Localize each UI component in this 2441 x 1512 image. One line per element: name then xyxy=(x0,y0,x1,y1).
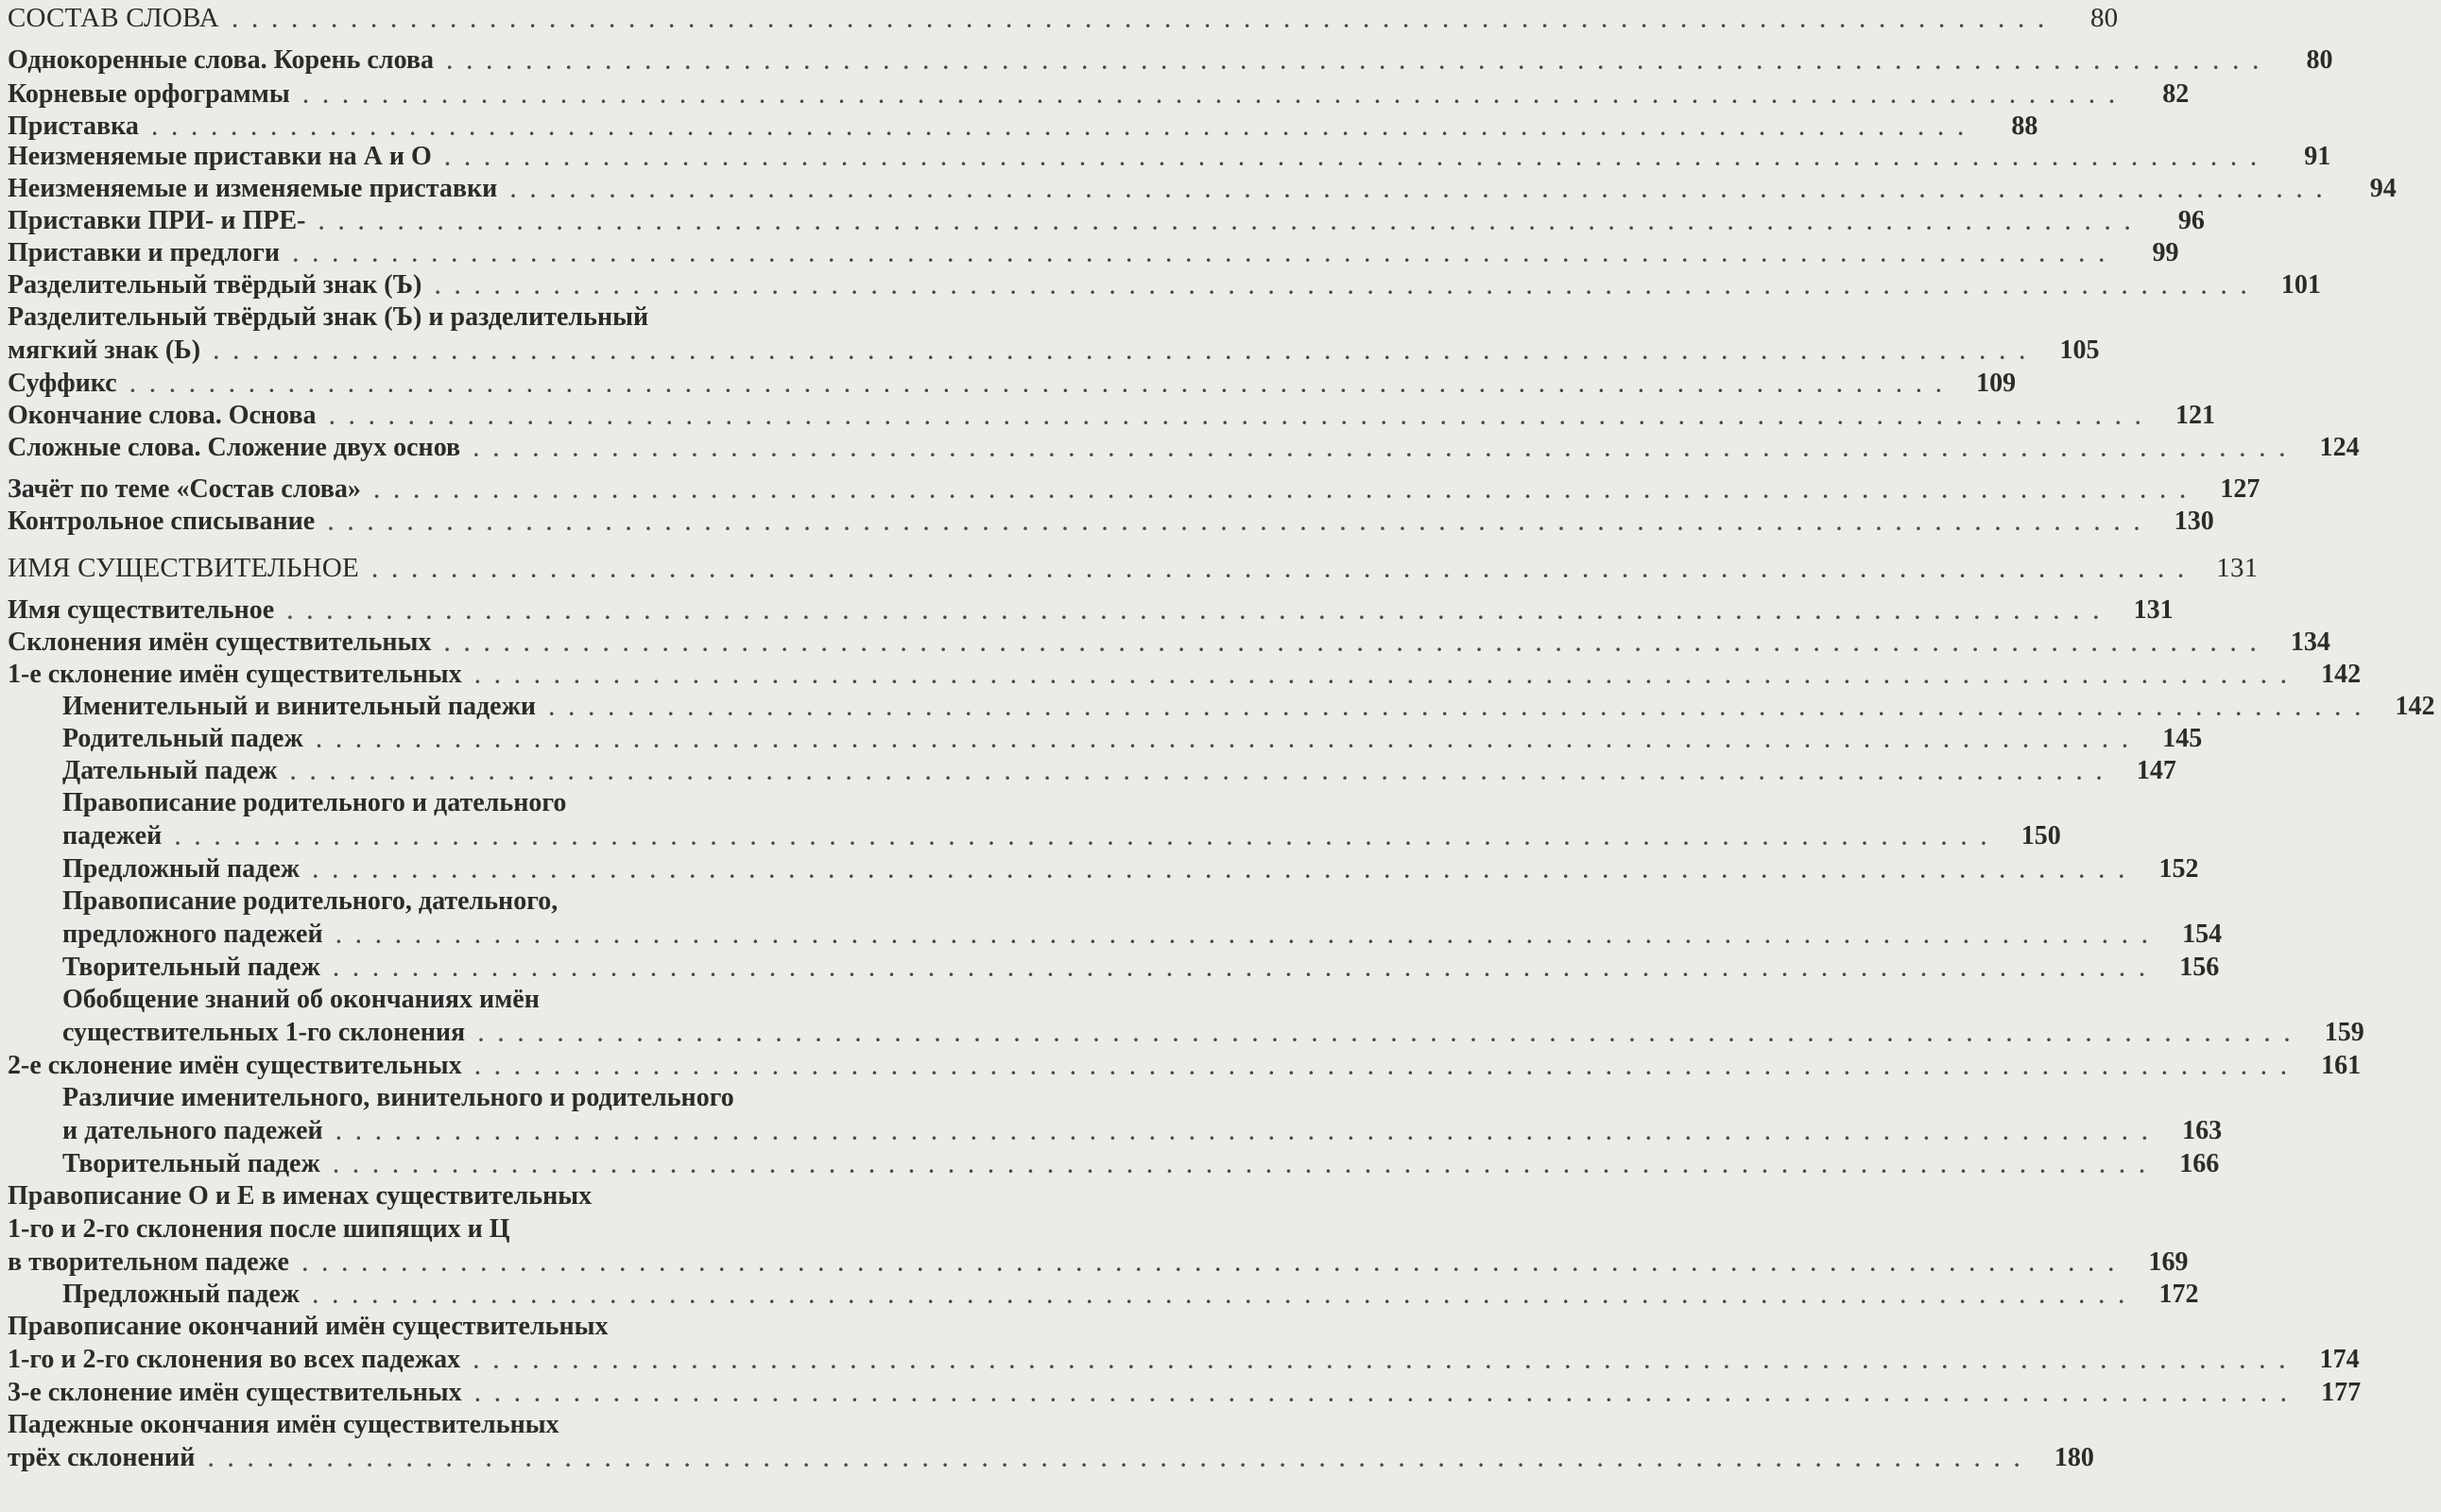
toc-entry-title: Различие именительного, винительного и родительного xyxy=(62,1083,734,1112)
toc-entry-line xyxy=(8,204,2205,237)
dot-leader: . . . . . . . . . . . . . . . . . . . . . . . . . . . . . . . . . . . . . . . . . . . . . . . . . . . . . . . . . . . . . . . . . . . . . . . . . . . . . . . . . . . . . . . . . . . . xyxy=(313,859,2129,883)
toc-page-number: 94 xyxy=(2369,174,2397,203)
toc-entry-title: Предложный падеж xyxy=(62,1280,301,1309)
toc-entry-title: Приставки ПРИ- и ПРЕ- xyxy=(8,206,306,235)
toc-entry-line xyxy=(62,885,937,918)
toc-entry-line xyxy=(62,1278,2199,1311)
toc-page-number: 161 xyxy=(2321,1051,2362,1080)
toc-entry-title: Суффикс xyxy=(8,369,117,398)
toc-entry-line xyxy=(8,334,2100,367)
toc-entry-line xyxy=(8,236,2179,269)
toc-entry-line xyxy=(8,1049,2362,1082)
dot-leader: . . . . . . . . . . . . . . . . . . . . . . . . . . . . . . . . . . . . . . . . . . . . . . . . . . . . . . . . . . . . . . . . . . . . . . . . . . . . . . . . . . . . . . . . . . . . xyxy=(335,924,2153,948)
dot-leader: . . . . . . . . . . . . . . . . . . . . . . . . . . . . . . . . . . . . . . . . . . . . . . . . . . . . . . . . . . . . . . . . . . . . . . . . . . . . . . . . . . . . . . . . . . . . xyxy=(329,405,2145,429)
toc-page-number: 180 xyxy=(2054,1443,2094,1472)
dot-leader: . . . . . . . . . . . . . . . . . . . . . . . . . . . . . . . . . . . . . . . . . . . . . . . . . . . . . . . . . . . . . . . . . . . . . . . . . . . . . . . . . . . . . . . . . . . . xyxy=(447,50,2263,74)
toc-entry-title: в творительном падеже xyxy=(8,1247,289,1277)
toc-page-number: 152 xyxy=(2158,854,2199,884)
dot-leader: . . . . . . . . . . . . . . . . . . . . . . . . . . . . . . . . . . . . . . . . . . . . . . . . . . . . . . . . . . . . . . . . . . . . . . . . . . . . . . . . . . . . . . . . . . . . xyxy=(335,1121,2153,1144)
toc-entry-line xyxy=(62,852,2199,885)
toc-entry-line xyxy=(8,140,2331,173)
toc-page-number: 159 xyxy=(2324,1018,2364,1047)
toc-entry-title: Однокоренные слова. Корень слова xyxy=(8,45,434,75)
toc-page-number: 105 xyxy=(2059,335,2100,365)
toc-page-number: 127 xyxy=(2220,474,2261,504)
toc-entry-title: Окончание слова. Основа xyxy=(8,401,317,430)
toc-entry-title: падежей xyxy=(62,821,163,850)
toc-page-number: 99 xyxy=(2152,238,2179,267)
toc-entry-title: 1-го и 2-го склонения во всех падежах xyxy=(8,1345,461,1374)
dot-leader: . . . . . . . . . . . . . . . . . . . . . . . . . . . . . . . . . . . . . . . . . . . . . . . . . . . . . . . . . . . . . . . . . . . . . . . . . . . . . . . . . . . . . . . . . . . . xyxy=(549,696,2365,720)
toc-page-number: 101 xyxy=(2280,270,2321,300)
toc-entry-line xyxy=(62,754,2176,787)
toc-entry-title: Разделительный твёрдый знак (Ъ) и разделительный xyxy=(8,302,649,332)
toc-page-number: 172 xyxy=(2158,1280,2199,1309)
toc-entry-title: Корневые орфограммы xyxy=(8,79,290,109)
toc-entry-line xyxy=(62,1016,2364,1049)
dot-leader: . . . . . . . . . . . . . . . . . . . . . . . . . . . . . . . . . . . . . . . . . . . . . . . . . . . . . . . . . . . . . . . . . . . . . . . . . . . . . . . . . . . . . . . . . . . . xyxy=(474,1383,2292,1406)
toc-entry-title: Склонения имён существительных xyxy=(8,627,432,657)
dot-leader: . . . . . . . . . . . . . . . . . . . . . . . . . . . . . . . . . . . . . . . . . . . . . . . . . . . . . . . . . . . . . . . . . . . . . . . . . . . . . . . . . . . . . . . . . . . . xyxy=(328,511,2144,535)
toc-entry-title: ИМЯ СУЩЕСТВИТЕЛЬНОЕ xyxy=(8,553,359,583)
toc-entry-line xyxy=(8,593,2174,627)
toc-entry-line xyxy=(8,399,2215,432)
toc-entry-title: трёх склонений xyxy=(8,1443,196,1472)
dot-leader: . . . . . . . . . . . . . . . . . . . . . . . . . . . . . . . . . . . . . . . . . . . . . . . . . . . . . . . . . . . . . . . . . . . . . . . . . . . . . . . . . . . . . . . . . . . . xyxy=(473,438,2290,461)
toc-entry-line xyxy=(8,43,2333,77)
toc-entry-title: Правописание родительного и дательного xyxy=(62,788,567,817)
toc-entry-title: Родительный падеж xyxy=(62,724,303,753)
toc-entry-title: Разделительный твёрдый знак (Ъ) xyxy=(8,270,422,300)
toc-entry-line xyxy=(8,658,2362,691)
toc-entry-title: Приставка xyxy=(8,112,139,141)
toc-entry-title: Неизменяемые приставки на А и О xyxy=(8,142,432,171)
toc-entry-line xyxy=(8,2,2119,35)
dot-leader: . . . . . . . . . . . . . . . . . . . . . . . . . . . . . . . . . . . . . . . . . . . . . . . . . . . . . . . . . . . . . . . . . . . . . . . . . . . . . . . . . . . . . . . . . . . . xyxy=(435,275,2251,299)
toc-page-number: 109 xyxy=(1976,369,2017,398)
toc-entry-line xyxy=(62,1147,2220,1180)
dot-leader: . . . . . . . . . . . . . . . . . . . . . . . . . . . . . . . . . . . . . . . . . . . . . . . . . . . . . . . . . . . . . . . . . . . . . . . . . . . . . . . . . . . . . . . . . . . . xyxy=(474,1056,2292,1079)
toc-page-number: 169 xyxy=(2148,1247,2189,1277)
toc-entry-title: Творительный падеж xyxy=(62,1149,320,1178)
toc-entry-title: и дательного падежей xyxy=(62,1116,323,1145)
dot-leader: . . . . . . . . . . . . . . . . . . . . . . . . . . . . . . . . . . . . . . . . . . . . . . . . . . . . . . . . . . . . . . . . . . . . . . . . . . . . . . . . . . . . . . . . . . . . xyxy=(232,9,2049,32)
toc-entry-line xyxy=(8,110,2038,143)
toc-entry-line xyxy=(8,1408,937,1441)
dot-leader: . . . . . . . . . . . . . . . . . . . . . . . . . . . . . . . . . . . . . . . . . . . . . . . . . . . . . . . . . . . . . . . . . . . . . . . . . . . . . . . . . . . . . . . . . . . . xyxy=(313,1284,2129,1308)
toc-page-number: 130 xyxy=(2174,507,2214,536)
toc-page-number: 131 xyxy=(2133,595,2174,625)
toc-entry-title: Имя существительное xyxy=(8,595,275,625)
toc-entry-title: 2-е склонение имён существительных xyxy=(8,1051,462,1080)
dot-leader: . . . . . . . . . . . . . . . . . . . . . . . . . . . . . . . . . . . . . . . . . . . . . . . . . . . . . . . . . . . . . . . . . . . . . . . . . . . . . . . . . . . . . . . . . . . . xyxy=(301,1252,2119,1276)
dot-leader: . . . . . . . . . . . . . . . . . . . . . . . . . . . . . . . . . . . . . . . . . . . . . . . . . . . . . . . . . . . . . . . . . . . . . . . . . . . . . . . . . . . . . . . . . . . . xyxy=(373,479,2191,503)
toc-entry-line xyxy=(8,505,2214,538)
dot-leader: . . . . . . . . . . . . . . . . . . . . . . . . . . . . . . . . . . . . . . . . . . . . . . . . . . . . . . . . . . . . . . . . . . . . . . . . . . . . . . . . . . . . . . . . . . . . xyxy=(175,826,1991,850)
toc-page-number: 166 xyxy=(2179,1149,2220,1178)
toc-entry-line xyxy=(62,690,2435,723)
toc-entry-line xyxy=(8,472,2261,506)
dot-leader: . . . . . . . . . . . . . . . . . . . . . . . . . . . . . . . . . . . . . . . . . . . . . . . . . . . . . . . . . . . . . . . . . . . . . . . . . . . . . . . . . . . . . . . . . . . . xyxy=(473,1349,2290,1373)
toc-entry-title: Сложные слова. Сложение двух основ xyxy=(8,433,461,462)
dot-leader: . . . . . . . . . . . . . . . . . . . . . . . . . . . . . . . . . . . . . . . . . . . . . . . . . . . . . . . . . . . . . . . . . . . . . . . . . . . . . . . . . . . . . . . . . . . . xyxy=(214,340,2030,364)
toc-entry-line xyxy=(8,268,2321,301)
toc-entry-line xyxy=(8,1441,2094,1474)
toc-entry-line xyxy=(8,367,2017,400)
dot-leader: . . . . . . . . . . . . . . . . . . . . . . . . . . . . . . . . . . . . . . . . . . . . . . . . . . . . . . . . . . . . . . . . . . . . . . . . . . . . . . . . . . . . . . . . . . . . xyxy=(444,146,2261,170)
toc-page-number: 147 xyxy=(2136,756,2176,785)
toc-entry-title: СОСТАВ СЛОВА xyxy=(8,3,219,33)
toc-page-number: 80 xyxy=(2306,45,2333,75)
toc-entry-line xyxy=(8,1179,937,1212)
toc-entry-title: 1-го и 2-го склонения после шипящих и Ц xyxy=(8,1214,510,1244)
dot-leader: . . . . . . . . . . . . . . . . . . . . . . . . . . . . . . . . . . . . . . . . . . . . . . . . . . . . . . . . . . . . . . . . . . . . . . . . . . . . . . . . . . . . . . . . . . . . xyxy=(318,211,2135,234)
toc-entry-line xyxy=(8,1212,937,1246)
toc-page-number: 150 xyxy=(2020,821,2061,850)
toc-entry-line xyxy=(62,1114,2223,1147)
toc-page-number: 121 xyxy=(2175,401,2215,430)
toc-page-number: 124 xyxy=(2319,433,2360,462)
dot-leader: . . . . . . . . . . . . . . . . . . . . . . . . . . . . . . . . . . . . . . . . . . . . . . . . . . . . . . . . . . . . . . . . . . . . . . . . . . . . . . . . . . . . . . . . . . . . xyxy=(333,957,2150,981)
dot-leader: . . . . . . . . . . . . . . . . . . . . . . . . . . . . . . . . . . . . . . . . . . . . . . . . . . . . . . . . . . . . . . . . . . . . . . . . . . . . . . . . . . . . . . . . . . . . xyxy=(333,1154,2150,1177)
toc-entry-title: Зачёт по теме «Состав слова» xyxy=(8,474,361,504)
toc-entry-title: Правописание окончаний имён существительных xyxy=(8,1312,609,1341)
toc-page-number: 91 xyxy=(2304,142,2331,171)
toc-entry-title: 1-е склонение имён существительных xyxy=(8,660,462,689)
dot-leader: . . . . . . . . . . . . . . . . . . . . . . . . . . . . . . . . . . . . . . . . . . . . . . . . . . . . . . . . . . . . . . . . . . . . . . . . . . . . . . . . . . . . . . . . . . . . xyxy=(293,243,2109,266)
toc-page-number: 88 xyxy=(2011,112,2038,141)
toc-page-number: 154 xyxy=(2182,919,2223,949)
toc-entry-line xyxy=(8,552,2259,585)
toc-entry-title: Падежные окончания имён существительных xyxy=(8,1410,559,1439)
toc-entry-title: мягкий знак (Ь) xyxy=(8,335,201,365)
toc-page-number: 156 xyxy=(2179,953,2220,982)
toc-entry-line xyxy=(8,301,937,334)
toc-entry-line xyxy=(62,786,937,819)
toc-page-number: 145 xyxy=(2162,724,2203,753)
toc-entry-title: 3-е склонение имён существительных xyxy=(8,1378,462,1407)
toc-entry-line xyxy=(62,983,937,1016)
toc-entry-title: Приставки и предлоги xyxy=(8,238,281,267)
dot-leader: . . . . . . . . . . . . . . . . . . . . . . . . . . . . . . . . . . . . . . . . . . . . . . . . . . . . . . . . . . . . . . . . . . . . . . . . . . . . . . . . . . . . . . . . . . . . xyxy=(316,729,2133,752)
toc-entry-title: предложного падежей xyxy=(62,919,323,949)
toc-entry-title: Предложный падеж xyxy=(62,854,301,884)
toc-entry-line xyxy=(8,431,2360,464)
dot-leader: . . . . . . . . . . . . . . . . . . . . . . . . . . . . . . . . . . . . . . . . . . . . . . . . . . . . . . . . . . . . . . . . . . . . . . . . . . . . . . . . . . . . . . . . . . . . xyxy=(208,1448,2024,1471)
toc-entry-title: существительных 1-го склонения xyxy=(62,1018,466,1047)
toc-entry-line xyxy=(8,77,2190,111)
toc-entry-line xyxy=(62,918,2223,951)
toc-entry-line xyxy=(8,172,2397,205)
dot-leader: . . . . . . . . . . . . . . . . . . . . . . . . . . . . . . . . . . . . . . . . . . . . . . . . . . . . . . . . . . . . . . . . . . . . . . . . . . . . . . . . . . . . . . . . . . . . xyxy=(302,84,2120,108)
toc-entry-title: Дательный падеж xyxy=(62,756,278,785)
dot-leader: . . . . . . . . . . . . . . . . . . . . . . . . . . . . . . . . . . . . . . . . . . . . . . . . . . . . . . . . . . . . . . . . . . . . . . . . . . . . . . . . . . . . . . . . . . . . xyxy=(478,1022,2295,1046)
toc-page-number: 96 xyxy=(2177,206,2205,235)
toc-entry-line xyxy=(8,1310,937,1343)
toc-entry-title: Обобщение знаний об окончаниях имён xyxy=(62,985,540,1014)
toc-page-number: 163 xyxy=(2182,1116,2223,1145)
toc-entry-title: Контрольное списывание xyxy=(8,507,316,536)
toc-entry-line xyxy=(62,1081,937,1114)
dot-leader: . . . . . . . . . . . . . . . . . . . . . . . . . . . . . . . . . . . . . . . . . . . . . . . . . . . . . . . . . . . . . . . . . . . . . . . . . . . . . . . . . . . . . . . . . . . . xyxy=(151,116,1968,140)
toc-entry-line xyxy=(62,722,2203,755)
dot-leader: . . . . . . . . . . . . . . . . . . . . . . . . . . . . . . . . . . . . . . . . . . . . . . . . . . . . . . . . . . . . . . . . . . . . . . . . . . . . . . . . . . . . . . . . . . . . xyxy=(444,632,2261,656)
dot-leader: . . . . . . . . . . . . . . . . . . . . . . . . . . . . . . . . . . . . . . . . . . . . . . . . . . . . . . . . . . . . . . . . . . . . . . . . . . . . . . . . . . . . . . . . . . . . xyxy=(290,761,2106,784)
toc-page-number: 174 xyxy=(2319,1345,2360,1374)
dot-leader: . . . . . . . . . . . . . . . . . . . . . . . . . . . . . . . . . . . . . . . . . . . . . . . . . . . . . . . . . . . . . . . . . . . . . . . . . . . . . . . . . . . . . . . . . . . . xyxy=(287,600,2104,624)
toc-page-number: 177 xyxy=(2321,1378,2362,1407)
toc-entry-title: Неизменяемые и изменяемые приставки xyxy=(8,174,498,203)
toc-entry-title: Правописание родительного, дательного, xyxy=(62,886,559,916)
toc-entry-line xyxy=(62,819,2061,852)
toc-page-number: 82 xyxy=(2162,79,2190,109)
toc-page-number: 142 xyxy=(2395,692,2435,721)
toc-entry-line xyxy=(8,1376,2362,1409)
toc-entry-title: Именительный и винительный падежи xyxy=(62,692,537,721)
dot-leader: . . . . . . . . . . . . . . . . . . . . . . . . . . . . . . . . . . . . . . . . . . . . . . . . . . . . . . . . . . . . . . . . . . . . . . . . . . . . . . . . . . . . . . . . . . . . xyxy=(371,558,2189,582)
dot-leader: . . . . . . . . . . . . . . . . . . . . . . . . . . . . . . . . . . . . . . . . . . . . . . . . . . . . . . . . . . . . . . . . . . . . . . . . . . . . . . . . . . . . . . . . . . . . xyxy=(474,664,2292,688)
toc-page-number: 131 xyxy=(2216,553,2259,583)
toc-page-number: 134 xyxy=(2290,627,2330,657)
dot-leader: . . . . . . . . . . . . . . . . . . . . . . . . . . . . . . . . . . . . . . . . . . . . . . . . . . . . . . . . . . . . . . . . . . . . . . . . . . . . . . . . . . . . . . . . . . . . xyxy=(129,373,1947,397)
toc-entry-line xyxy=(8,1343,2360,1376)
toc-entry-title: Творительный падеж xyxy=(62,953,320,982)
toc-page-number: 80 xyxy=(2089,3,2119,33)
toc-entry-title: Правописание О и Е в именах существительных xyxy=(8,1181,593,1211)
toc-page-number: 142 xyxy=(2321,660,2362,689)
toc-entry-line xyxy=(62,951,2220,984)
dot-leader: . . . . . . . . . . . . . . . . . . . . . . . . . . . . . . . . . . . . . . . . . . . . . . . . . . . . . . . . . . . . . . . . . . . . . . . . . . . . . . . . . . . . . . . . . . . . xyxy=(510,179,2327,202)
toc-entry-line xyxy=(8,626,2330,659)
toc-entry-line xyxy=(8,1246,2189,1279)
